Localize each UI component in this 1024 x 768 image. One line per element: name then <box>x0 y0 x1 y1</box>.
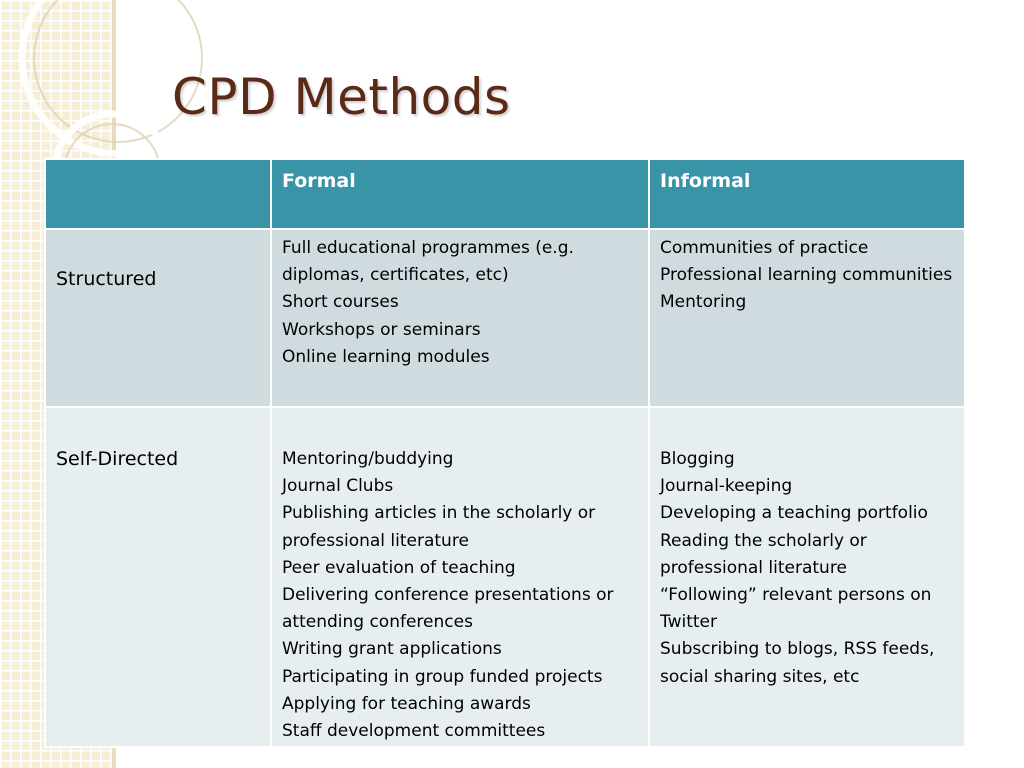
list-item: Applying for teaching awards <box>282 693 531 714</box>
self-directed-formal-cell <box>271 407 649 747</box>
list-item: Mentoring/buddying <box>282 449 454 469</box>
self-directed-formal-list <box>282 446 638 745</box>
list-item: Communities of practice <box>660 238 869 258</box>
list-item: Workshops or seminars <box>282 319 481 340</box>
slide-title: CPD Methods <box>172 68 511 126</box>
list-item: Staff development committees <box>282 721 546 742</box>
list-item: Delivering conference presentations or attending conferences <box>282 585 614 633</box>
self-directed-informal-list <box>660 446 954 691</box>
structured-informal-list <box>660 235 954 317</box>
structured-formal-cell <box>271 229 649 407</box>
table-header-row <box>45 159 965 229</box>
list-item: Publishing articles in the scholarly or professional literature <box>282 503 596 551</box>
list-item: Full educational programmes (e.g. diplomas, certificates, etc) <box>282 238 574 286</box>
list-item: Participating in group funded projects <box>282 666 603 687</box>
table-row-structured <box>45 229 965 407</box>
list-item: “Following” relevant persons on Twitter <box>660 585 932 633</box>
list-item: Professional learning communities <box>660 265 953 286</box>
cpd-methods-table <box>44 158 966 748</box>
list-item: Reading the scholarly or professional literature <box>660 530 867 578</box>
list-item: Peer evaluation of teaching <box>282 557 516 578</box>
list-item: Online learning modules <box>282 346 490 367</box>
list-item: Subscribing to blogs, RSS feeds, social sharing sites, etc <box>660 639 935 687</box>
list-item: Journal Clubs <box>282 476 394 497</box>
list-item: Writing grant applications <box>282 639 502 660</box>
table-row-self-directed <box>45 407 965 747</box>
list-item: Short courses <box>282 292 399 313</box>
list-item: Journal-keeping <box>660 476 793 497</box>
header-informal: Informal <box>649 159 965 229</box>
row-label-self-directed: Self-Directed <box>45 407 271 747</box>
header-formal: Formal <box>271 159 649 229</box>
structured-formal-list <box>282 235 638 371</box>
self-directed-informal-cell <box>649 407 965 747</box>
list-item: Developing a teaching portfolio <box>660 503 928 524</box>
list-item: Mentoring <box>660 292 747 313</box>
row-label-structured: Structured <box>45 229 271 407</box>
list-item: Blogging <box>660 449 735 469</box>
structured-informal-cell <box>649 229 965 407</box>
header-corner-cell <box>45 159 271 229</box>
